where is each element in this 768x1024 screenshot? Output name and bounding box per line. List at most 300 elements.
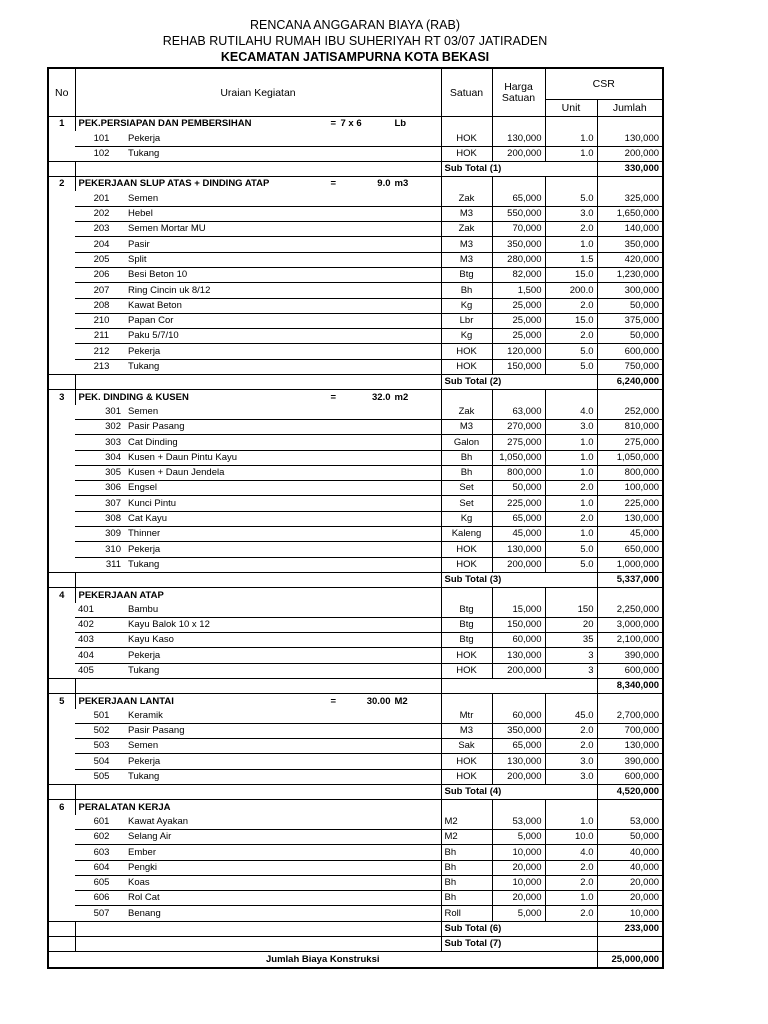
subtotal-label: Sub Total (4) — [441, 785, 597, 800]
item-code: 306 — [75, 481, 125, 496]
item-jumlah: 750,000 — [597, 359, 663, 374]
item-harga: 800,000 — [492, 465, 545, 480]
row-number-cell — [48, 648, 75, 663]
table-row — [48, 252, 663, 267]
item-jumlah: 50,000 — [597, 298, 663, 313]
item-satuan: Mtr — [441, 709, 492, 724]
item-code: 504 — [75, 754, 125, 769]
section-title-cell — [75, 390, 441, 405]
item-name: Cat Kayu — [125, 511, 441, 526]
item-code: 507 — [75, 906, 125, 921]
table-row — [48, 875, 663, 890]
item-unit: 3.0 — [545, 754, 597, 769]
item-jumlah: 350,000 — [597, 237, 663, 252]
section-number: 6 — [48, 800, 75, 815]
item-harga: 70,000 — [492, 222, 545, 237]
table-row — [48, 617, 663, 632]
row-number-cell — [48, 769, 75, 784]
document-subtitle: REHAB RUTILAHU RUMAH IBU SUHERIYAH RT 03/07 JATIRADEN — [162, 34, 548, 48]
item-jumlah: 810,000 — [597, 419, 663, 434]
item-satuan: Bh — [441, 860, 492, 875]
jumlah-cell — [597, 694, 663, 709]
document-title: RENCANA ANGGARAN BIAYA (RAB) — [249, 18, 460, 32]
section-equals: = — [330, 695, 337, 707]
row-number-cell — [48, 283, 75, 298]
item-name: Pasir Pasang — [125, 419, 441, 434]
section-row — [48, 588, 663, 603]
item-jumlah: 200,000 — [597, 146, 663, 161]
item-satuan: Bh — [441, 845, 492, 860]
section-title-cell — [75, 117, 441, 132]
item-harga: 5,000 — [492, 906, 545, 921]
item-harga: 25,000 — [492, 329, 545, 344]
item-jumlah: 390,000 — [597, 754, 663, 769]
item-unit: 3 — [545, 648, 597, 663]
item-satuan: HOK — [441, 542, 492, 557]
item-code: 301 — [75, 405, 125, 420]
item-jumlah: 1,000,000 — [597, 557, 663, 572]
subtotal-label — [441, 678, 597, 693]
item-code: 205 — [75, 252, 125, 267]
item-jumlah: 800,000 — [597, 465, 663, 480]
item-code: 606 — [75, 891, 125, 906]
row-number-cell — [48, 375, 75, 390]
table-row — [48, 146, 663, 161]
item-unit: 5.0 — [545, 557, 597, 572]
unit-cell — [545, 177, 597, 192]
row-number-cell — [48, 405, 75, 420]
item-name: Besi Beton 10 — [125, 267, 441, 282]
grand-total-value: 25,000,000 — [597, 952, 663, 968]
table-row — [48, 283, 663, 298]
item-name: Ember — [125, 845, 441, 860]
subtotal-value: 233,000 — [597, 921, 663, 936]
item-jumlah: 2,100,000 — [597, 633, 663, 648]
subtotal-spacer — [75, 161, 441, 176]
row-number-cell — [48, 860, 75, 875]
item-unit: 1.0 — [545, 435, 597, 450]
item-unit: 3.0 — [545, 206, 597, 221]
item-code: 309 — [75, 527, 125, 542]
table-row — [48, 481, 663, 496]
section-number: 4 — [48, 588, 75, 603]
item-jumlah: 20,000 — [597, 891, 663, 906]
item-jumlah: 600,000 — [597, 663, 663, 678]
item-satuan: HOK — [441, 344, 492, 359]
subtotal-label: Sub Total (6) — [441, 921, 597, 936]
section-number: 1 — [48, 117, 75, 132]
table-row — [48, 237, 663, 252]
jumlah-cell — [597, 117, 663, 132]
table-row — [48, 419, 663, 434]
section-title-wrap — [79, 117, 438, 131]
section-title-cell — [75, 588, 441, 603]
item-harga: 200,000 — [492, 146, 545, 161]
item-unit: 1.0 — [545, 237, 597, 252]
row-number-cell — [48, 511, 75, 526]
item-jumlah: 1,230,000 — [597, 267, 663, 282]
item-code: 302 — [75, 419, 125, 434]
item-code: 208 — [75, 298, 125, 313]
item-unit: 4.0 — [545, 845, 597, 860]
item-satuan: HOK — [441, 754, 492, 769]
item-name: Kayu Kaso — [125, 633, 441, 648]
item-jumlah: 420,000 — [597, 252, 663, 267]
item-unit: 150 — [545, 603, 597, 618]
item-harga: 10,000 — [492, 875, 545, 890]
item-jumlah: 140,000 — [597, 222, 663, 237]
item-satuan: HOK — [441, 359, 492, 374]
table-row — [48, 754, 663, 769]
item-code: 505 — [75, 769, 125, 784]
subtotal-value: 330,000 — [597, 161, 663, 176]
item-jumlah: 325,000 — [597, 191, 663, 206]
item-harga: 25,000 — [492, 313, 545, 328]
item-jumlah: 390,000 — [597, 648, 663, 663]
item-harga: 82,000 — [492, 267, 545, 282]
table-row — [48, 663, 663, 678]
item-name: Pekerja — [125, 754, 441, 769]
item-harga: 65,000 — [492, 191, 545, 206]
table-row — [48, 313, 663, 328]
satuan-cell — [441, 694, 492, 709]
harga-cell — [492, 117, 545, 132]
unit-cell — [545, 588, 597, 603]
subtotal-value — [597, 937, 663, 952]
row-number-cell — [48, 450, 75, 465]
item-name: Kusen + Daun Jendela — [125, 465, 441, 480]
item-satuan: Kg — [441, 511, 492, 526]
section-number: 2 — [48, 177, 75, 192]
item-jumlah: 45,000 — [597, 527, 663, 542]
item-harga: 25,000 — [492, 298, 545, 313]
section-title: PEKERJAAN LANTAI — [78, 695, 174, 707]
item-jumlah: 600,000 — [597, 769, 663, 784]
section-row — [48, 177, 663, 192]
section-title-wrap — [79, 391, 438, 405]
item-name: Kawat Beton — [125, 298, 441, 313]
table-row — [48, 860, 663, 875]
column-header-satuan: Satuan — [441, 68, 492, 117]
section-row — [48, 117, 663, 132]
item-code: 202 — [75, 206, 125, 221]
table-row — [48, 739, 663, 754]
item-code: 204 — [75, 237, 125, 252]
item-unit: 5.0 — [545, 359, 597, 374]
item-code: 601 — [75, 815, 125, 830]
item-unit: 1.0 — [545, 450, 597, 465]
section-title: PEKERJAAN ATAP — [78, 589, 164, 601]
row-number-cell — [48, 921, 75, 936]
table-row — [48, 527, 663, 542]
item-jumlah: 40,000 — [597, 860, 663, 875]
item-unit: 2.0 — [545, 723, 597, 738]
item-jumlah: 130,000 — [597, 511, 663, 526]
item-code: 311 — [75, 557, 125, 572]
subtotal-spacer — [75, 937, 441, 952]
item-code: 602 — [75, 829, 125, 844]
item-harga: 225,000 — [492, 496, 545, 511]
row-number-cell — [48, 419, 75, 434]
table-row — [48, 465, 663, 480]
section-title: PERALATAN KERJA — [78, 801, 171, 813]
item-harga: 20,000 — [492, 891, 545, 906]
grand-total-row — [48, 952, 663, 968]
satuan-cell — [441, 800, 492, 815]
item-code: 502 — [75, 723, 125, 738]
item-jumlah: 1,050,000 — [597, 450, 663, 465]
table-row — [48, 344, 663, 359]
section-unit: M2 — [394, 695, 408, 707]
row-number-cell — [48, 906, 75, 921]
item-harga: 63,000 — [492, 405, 545, 420]
column-header-jumlah: Jumlah — [597, 100, 663, 117]
section-title-cell — [75, 694, 441, 709]
item-unit: 1.0 — [545, 527, 597, 542]
table-row — [48, 648, 663, 663]
item-code: 604 — [75, 860, 125, 875]
item-code: 402 — [75, 617, 125, 632]
row-number-cell — [48, 678, 75, 693]
item-satuan: HOK — [441, 769, 492, 784]
item-name: Ring Cincin uk 8/12 — [125, 283, 441, 298]
item-code: 210 — [75, 313, 125, 328]
item-satuan: Bh — [441, 450, 492, 465]
item-harga: 20,000 — [492, 860, 545, 875]
item-name: Kayu Balok 10 x 12 — [125, 617, 441, 632]
item-code: 101 — [75, 131, 125, 146]
item-code: 102 — [75, 146, 125, 161]
item-harga: 65,000 — [492, 511, 545, 526]
item-satuan: HOK — [441, 557, 492, 572]
subtotal-row — [48, 937, 663, 952]
item-jumlah: 600,000 — [597, 344, 663, 359]
item-code: 401 — [75, 603, 125, 618]
item-satuan: Bh — [441, 465, 492, 480]
item-code: 404 — [75, 648, 125, 663]
item-satuan: Btg — [441, 603, 492, 618]
item-jumlah: 225,000 — [597, 496, 663, 511]
item-satuan: M3 — [441, 419, 492, 434]
item-unit: 2.0 — [545, 860, 597, 875]
row-number-cell — [48, 845, 75, 860]
column-header-csr: CSR — [545, 68, 663, 100]
item-code: 310 — [75, 542, 125, 557]
row-number-cell — [48, 435, 75, 450]
item-satuan: M3 — [441, 206, 492, 221]
item-unit: 200.0 — [545, 283, 597, 298]
subtotal-row — [48, 375, 663, 390]
row-number-cell — [48, 313, 75, 328]
harga-cell — [492, 177, 545, 192]
subtotal-row — [48, 678, 663, 693]
harga-cell — [492, 588, 545, 603]
section-title-cell — [75, 800, 441, 815]
table-row — [48, 542, 663, 557]
item-satuan: HOK — [441, 648, 492, 663]
item-name: Pekerja — [125, 131, 441, 146]
section-title: PEKERJAAN SLUP ATAS + DINDING ATAP — [78, 178, 270, 190]
item-code: 308 — [75, 511, 125, 526]
item-name: Pekerja — [125, 542, 441, 557]
item-satuan: Bh — [441, 283, 492, 298]
harga-cell — [492, 694, 545, 709]
harga-cell — [492, 390, 545, 405]
item-name: Pasir Pasang — [125, 723, 441, 738]
row-number-cell — [48, 785, 75, 800]
item-harga: 5,000 — [492, 829, 545, 844]
item-code: 403 — [75, 633, 125, 648]
item-jumlah: 252,000 — [597, 405, 663, 420]
item-harga: 45,000 — [492, 527, 545, 542]
subtotal-spacer — [75, 785, 441, 800]
item-satuan: Btg — [441, 633, 492, 648]
item-name: Hebel — [125, 206, 441, 221]
section-quantity: 9.0 — [377, 178, 391, 190]
item-name: Bambu — [125, 603, 441, 618]
item-unit: 3 — [545, 663, 597, 678]
item-name: Thinner — [125, 527, 441, 542]
section-unit: m2 — [394, 391, 409, 403]
item-name: Rol Cat — [125, 891, 441, 906]
section-quantity: 7 x 6 — [340, 118, 362, 130]
item-satuan: M3 — [441, 237, 492, 252]
row-number-cell — [48, 709, 75, 724]
item-harga: 280,000 — [492, 252, 545, 267]
subtotal-row — [48, 572, 663, 587]
item-unit: 1.0 — [545, 891, 597, 906]
subtotal-spacer — [75, 572, 441, 587]
item-harga: 1,050,000 — [492, 450, 545, 465]
table-row — [48, 435, 663, 450]
item-unit: 1.0 — [545, 131, 597, 146]
item-satuan: HOK — [441, 131, 492, 146]
item-harga: 65,000 — [492, 739, 545, 754]
item-satuan: Lbr — [441, 313, 492, 328]
item-jumlah: 20,000 — [597, 875, 663, 890]
section-title: PEK.PERSIAPAN DAN PEMBERSIHAN — [78, 118, 252, 130]
row-number-cell — [48, 527, 75, 542]
grand-total-label: Jumlah Biaya Konstruksi — [48, 952, 597, 968]
section-row — [48, 390, 663, 405]
item-name: Papan Cor — [125, 313, 441, 328]
item-code: 503 — [75, 739, 125, 754]
item-code: 201 — [75, 191, 125, 206]
table-row — [48, 329, 663, 344]
item-jumlah: 50,000 — [597, 329, 663, 344]
row-number-cell — [48, 496, 75, 511]
row-number-cell — [48, 131, 75, 146]
item-name: Semen Mortar MU — [125, 222, 441, 237]
unit-cell — [545, 390, 597, 405]
row-number-cell — [48, 344, 75, 359]
item-name: Kawat Ayakan — [125, 815, 441, 830]
row-number-cell — [48, 663, 75, 678]
item-unit: 2.0 — [545, 481, 597, 496]
rab-table-body — [48, 117, 663, 968]
item-name: Semen — [125, 191, 441, 206]
row-number-cell — [48, 603, 75, 618]
item-unit: 15.0 — [545, 313, 597, 328]
subtotal-value: 6,240,000 — [597, 375, 663, 390]
table-row — [48, 511, 663, 526]
item-unit: 2.0 — [545, 906, 597, 921]
row-number-cell — [48, 815, 75, 830]
section-title-cell — [75, 177, 441, 192]
item-code: 206 — [75, 267, 125, 282]
item-harga: 60,000 — [492, 709, 545, 724]
rab-table — [47, 67, 664, 969]
section-quantity: 32.0 — [372, 391, 391, 403]
row-number-cell — [48, 739, 75, 754]
row-number-cell — [48, 875, 75, 890]
item-unit: 5.0 — [545, 542, 597, 557]
item-jumlah: 100,000 — [597, 481, 663, 496]
item-satuan: Zak — [441, 222, 492, 237]
item-name: Paku 5/7/10 — [125, 329, 441, 344]
section-title-wrap — [79, 589, 438, 603]
item-jumlah: 40,000 — [597, 845, 663, 860]
item-harga: 200,000 — [492, 769, 545, 784]
row-number-cell — [48, 754, 75, 769]
item-harga: 53,000 — [492, 815, 545, 830]
subtotal-spacer — [75, 678, 441, 693]
table-row — [48, 267, 663, 282]
row-number-cell — [48, 191, 75, 206]
item-code: 212 — [75, 344, 125, 359]
item-jumlah: 53,000 — [597, 815, 663, 830]
row-number-cell — [48, 298, 75, 313]
item-name: Split — [125, 252, 441, 267]
section-number: 5 — [48, 694, 75, 709]
table-row — [48, 769, 663, 784]
item-unit: 4.0 — [545, 405, 597, 420]
jumlah-cell — [597, 800, 663, 815]
item-jumlah: 2,700,000 — [597, 709, 663, 724]
column-header-harga — [492, 68, 545, 117]
item-satuan: Kaleng — [441, 527, 492, 542]
section-number: 3 — [48, 390, 75, 405]
item-unit: 2.0 — [545, 329, 597, 344]
item-jumlah: 10,000 — [597, 906, 663, 921]
section-title: PEK. DINDING & KUSEN — [78, 391, 189, 403]
jumlah-cell — [597, 177, 663, 192]
item-satuan: Btg — [441, 267, 492, 282]
subtotal-row — [48, 161, 663, 176]
row-number-cell — [48, 617, 75, 632]
item-harga: 120,000 — [492, 344, 545, 359]
row-number-cell — [48, 633, 75, 648]
table-row — [48, 891, 663, 906]
item-unit: 1.0 — [545, 146, 597, 161]
item-name: Keramik — [125, 709, 441, 724]
item-harga: 130,000 — [492, 131, 545, 146]
item-harga: 130,000 — [492, 754, 545, 769]
item-unit: 1.0 — [545, 815, 597, 830]
table-row — [48, 557, 663, 572]
item-satuan: Sak — [441, 739, 492, 754]
item-code: 213 — [75, 359, 125, 374]
row-number-cell — [48, 481, 75, 496]
row-number-cell — [48, 359, 75, 374]
document-location: KECAMATAN JATISAMPURNA KOTA BEKASI — [220, 50, 490, 64]
item-satuan: Kg — [441, 329, 492, 344]
item-satuan: Zak — [441, 405, 492, 420]
item-harga: 50,000 — [492, 481, 545, 496]
section-equals: = — [330, 178, 337, 190]
table-row — [48, 709, 663, 724]
harga-cell — [492, 800, 545, 815]
